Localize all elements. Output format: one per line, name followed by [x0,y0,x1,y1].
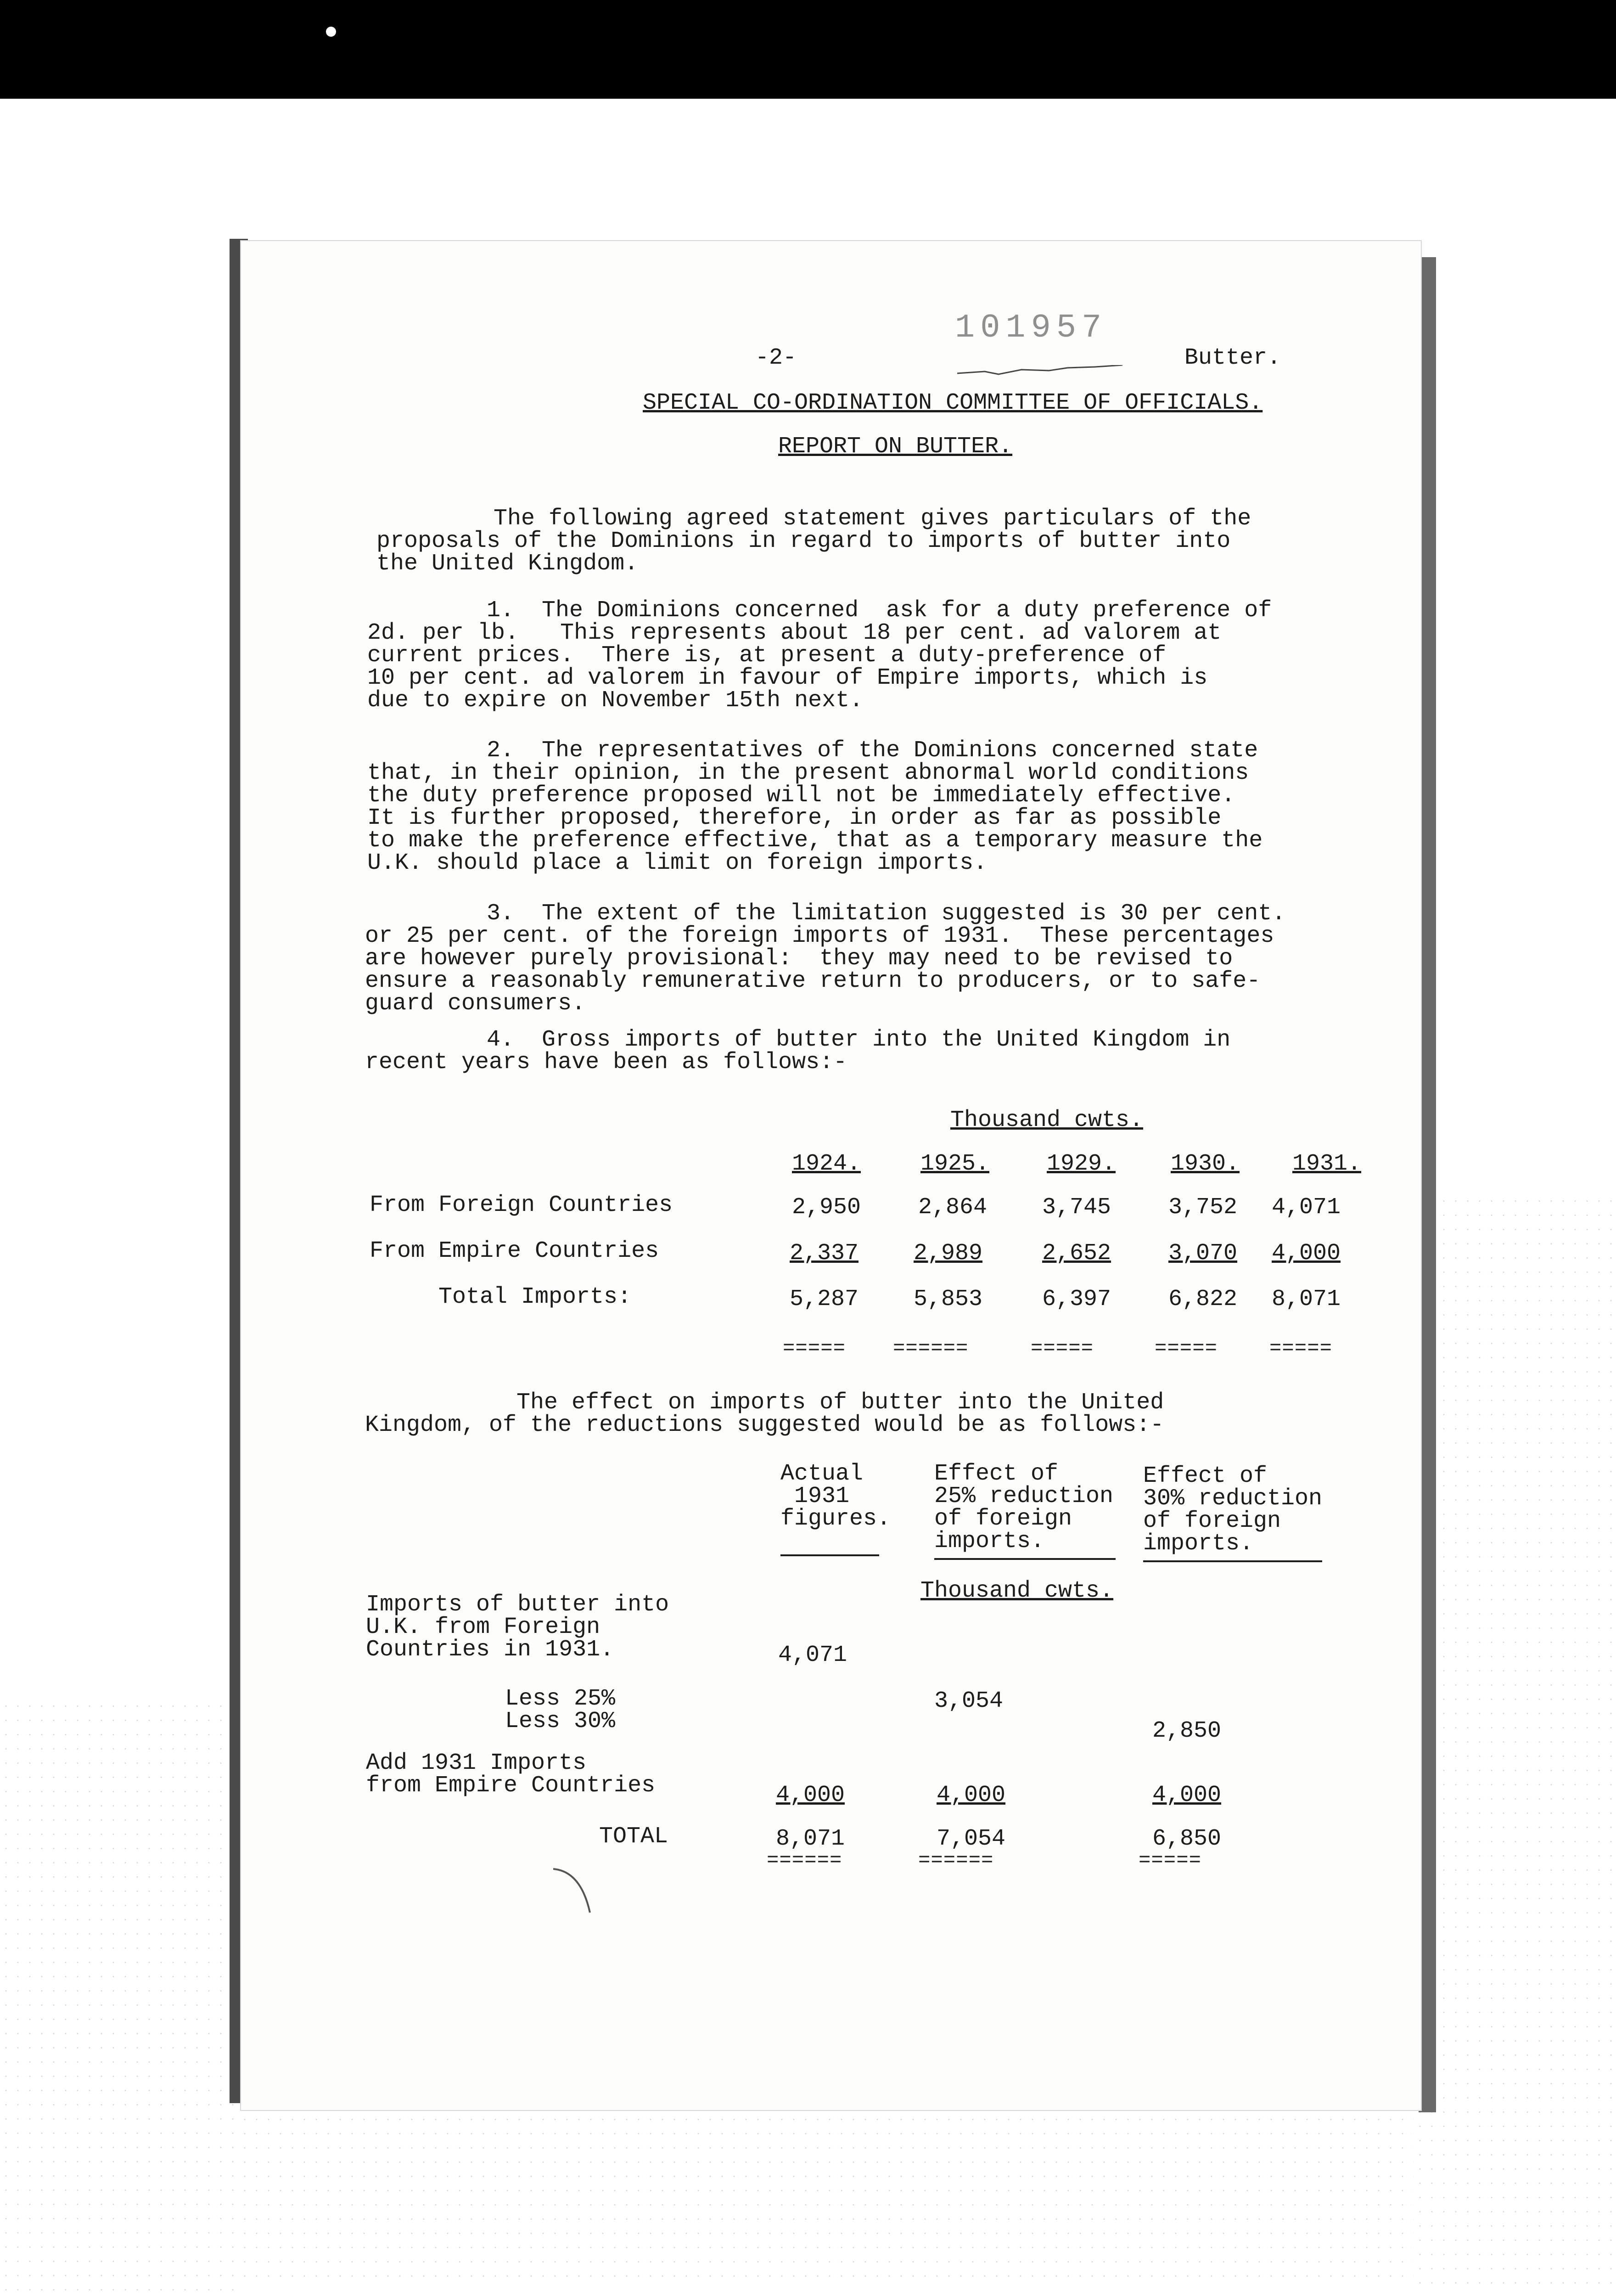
table2-total-rule: ====== [767,1849,842,1872]
table2-unit: Thousand cwts. [920,1578,1114,1604]
table2-col-head-rule [780,1554,879,1556]
table1-cell: 5,853 [914,1286,983,1312]
table2-cell: 2,850 [1152,1718,1222,1744]
archive-stamp-number: 101957 [955,309,1107,347]
document-title: SPECIAL CO-ORDINATION COMMITTEE OF OFFICIALS. [643,390,1263,416]
pencil-scribble-icon [957,365,1122,377]
paragraph-4: 4. Gross imports of butter into the United Kingdom in recent years have been as follows:- [365,1027,1231,1075]
table1-cell: 6,397 [1042,1286,1111,1312]
table1-double-rule: ===== [1031,1337,1094,1360]
paragraph-3: 3. The extent of the limitation suggested is 30 per cent. or 25 per cent. of the foreign imports of 1931. These percentages are however purely provisional: they may need to be revised to ensure a reasonably remunerative return to producers, or to safe- guard consumers. [365,900,1286,1017]
document-sheet [241,241,1421,2110]
scan-noise-right [1414,1194,1616,2296]
table2-total-label: TOTAL [599,1823,668,1850]
table1-cell: 5,287 [790,1286,859,1312]
film-border-top [0,0,1616,99]
table1-row-foreign-label: From Foreign Countries [370,1192,673,1218]
table2-cell: 6,850 [1152,1826,1222,1852]
effect-intro-paragraph: The effect on imports of butter into the United Kingdom, of the reductions suggested would be as follows:- [365,1390,1164,1438]
table1-cell: 3,070 [1168,1240,1238,1266]
table1-cell: 2,337 [790,1240,859,1266]
table1-cell: 2,950 [792,1194,861,1221]
table1-double-rule: ====== [893,1337,969,1360]
table2-total-rule: ===== [1139,1849,1202,1872]
table1-row-total-label: Total Imports: [438,1284,632,1310]
table1-cell: 2,864 [918,1194,988,1221]
paragraph-1: 1. The Dominions concerned ask for a duty preference of 2d. per lb. This represents about 18 per cent. ad valorem at current prices. There is, at present a duty-preference of 10 per cent. ad valorem in favour of Empire imports, which is due to expire on November 15th next. [367,597,1272,714]
page-number: -2- [755,345,797,371]
table1-cell: 8,071 [1272,1286,1341,1312]
table1-cell: 6,822 [1168,1286,1238,1312]
table1-cell: 4,071 [1272,1194,1341,1221]
table1-year-1929: 1929. [1047,1151,1116,1177]
table2-col-head-rule [934,1558,1116,1560]
table2-col-head-rule [1143,1560,1322,1562]
table1-row-empire-label: From Empire Countries [370,1238,659,1264]
pencil-mark-icon [553,1867,599,1917]
table2-cell: 4,000 [1152,1782,1222,1808]
table2-less-labels: Less 25% Less 30% [505,1686,616,1734]
table1-year-1925: 1925. [920,1151,990,1177]
paragraph-2: 2. The representatives of the Dominions concerned state that, in their opinion, in the present abnormal world conditions the duty preference proposed will not be immediately effective. It is further proposed, therefore, in order as far as possible to make the preference effective, that as a temporary measure the U.K. should place a limit on foreign imports. [367,737,1263,876]
page-topic: Butter. [1184,345,1281,371]
sheet-shadow-right [1419,257,1436,2112]
table2-total-rule: ====== [918,1849,994,1872]
table1-cell: 3,752 [1168,1194,1238,1221]
table2-add-label: Add 1931 Imports from Empire Countries [366,1750,656,1799]
table1-year-1930: 1930. [1171,1151,1240,1177]
table2-row-imports-label: Imports of butter into U.K. from Foreign Countries in 1931. [366,1592,669,1663]
table1-double-rule: ===== [1155,1337,1218,1360]
table1-year-1931: 1931. [1292,1151,1362,1177]
film-perforation-icon [326,27,336,37]
scan-noise-left [0,1699,239,2296]
scan-noise-bottom [239,2112,1414,2287]
table2-cell: 4,000 [776,1782,845,1808]
table2-cell: 3,054 [934,1688,1004,1714]
table1-cell: 2,652 [1042,1240,1111,1266]
table2-cell: 4,071 [778,1642,847,1668]
table1-cell: 2,989 [914,1240,983,1266]
table2-col-head-30: Effect of 30% reduction of foreign imports. [1143,1463,1323,1557]
table2-cell: 4,000 [937,1782,1006,1808]
document-subtitle: REPORT ON BUTTER. [778,433,1013,460]
table1-double-rule: ===== [783,1337,846,1360]
table1-cell: 4,000 [1272,1240,1341,1266]
table1-unit: Thousand cwts. [950,1107,1144,1133]
table1-cell: 3,745 [1042,1194,1111,1221]
table2-cell: 7,054 [937,1826,1006,1852]
table2-cell: 8,071 [776,1826,845,1852]
table2-col-head-actual: Actual 1931 figures. [780,1461,891,1532]
table1-double-rule: ===== [1269,1337,1333,1360]
table2-col-head-25: Effect of 25% reduction of foreign imports. [934,1461,1114,1554]
intro-paragraph: The following agreed statement gives particulars of the proposals of the Dominions in regard to imports of butter into the United Kingdom. [376,506,1251,577]
table1-year-1924: 1924. [792,1151,861,1177]
